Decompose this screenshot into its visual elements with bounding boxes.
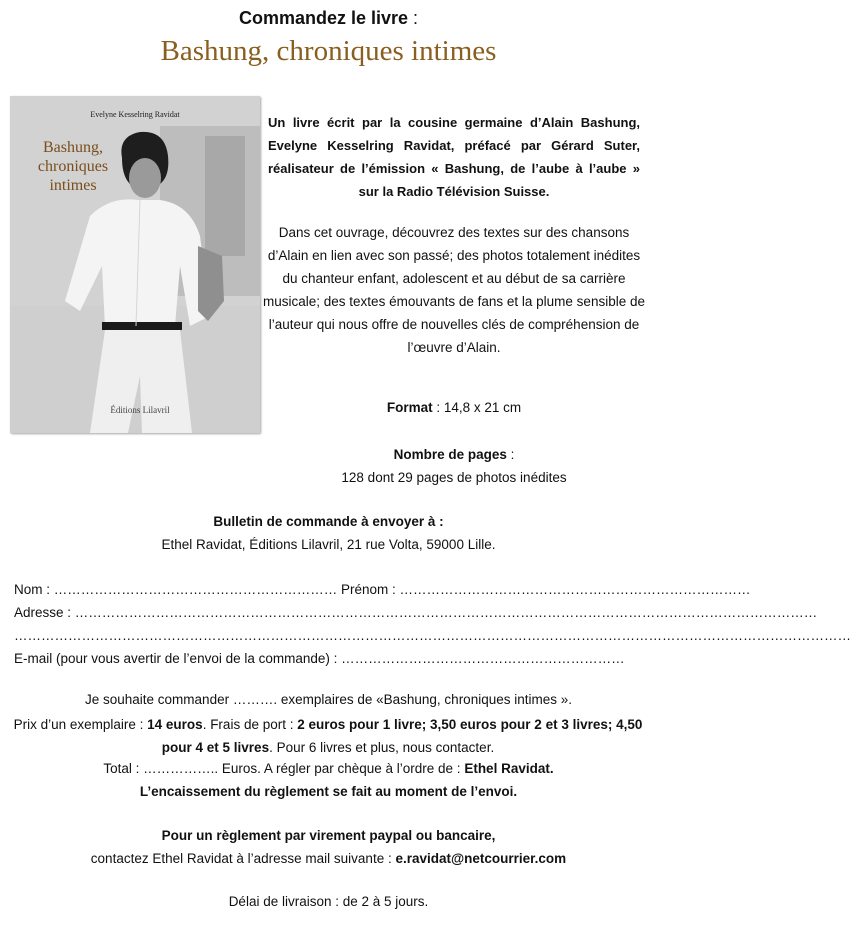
encaissement-note: L’encaissement du règlement se fait au moment de l’envoi. — [139, 784, 518, 799]
price-paragraph — [8, 713, 648, 759]
book-cover — [10, 96, 260, 433]
payment-title: Pour un règlement par virement paypal ou bancaire, — [161, 828, 496, 843]
cover-title-line: Bashung, — [43, 139, 103, 156]
price-label: Prix d’un exemplaire : — [13, 717, 148, 732]
payment-contact-label: contactez Ethel Ravidat à l’adresse mail suivante : — [90, 851, 396, 866]
total-payee: Ethel Ravidat. — [464, 761, 554, 776]
book-title: Bashung, chroniques intimes — [160, 35, 497, 67]
order-heading-text: Commandez le livre — [238, 8, 409, 28]
payment-email[interactable]: e.ravidat@netcourrier.com — [395, 851, 567, 866]
shipping-label: . Frais de port : — [202, 717, 298, 732]
intro-paragraph: Un livre écrit par la cousine germaine d’Alain Bashung, Evelyne Kesselring Ravidat, préfacé par Gérard Suter, réalisateur de l’émission « Bashung, de l’aube à l’aube » sur la Radio Télévision Suisse. — [268, 115, 640, 199]
pages-colon: : — [506, 447, 515, 462]
pages-line — [262, 447, 646, 462]
address-continued-field[interactable]: …………………………………………………………………………………………………………………………………………………………………… — [14, 628, 851, 643]
cover-author: Evelyne Kesselring Ravidat — [90, 110, 180, 119]
pages-value: 128 dont 29 pages de photos inédites — [341, 470, 567, 485]
quantity-line: Je souhaite commander ………. exemplaires de «Bashung, chroniques intimes ». — [85, 692, 572, 707]
order-heading — [0, 8, 657, 29]
shipping-tail: . Pour 6 livres et plus, nous contacter. — [269, 740, 495, 755]
cover-title-line: chroniques — [37, 158, 109, 175]
email-field[interactable]: E-mail (pour vous avertir de l’envoi de la commande) : ……………………………………………………… — [14, 651, 625, 666]
price-value: 14 euros — [147, 717, 203, 732]
bulletin-title: Bulletin de commande à envoyer à : — [213, 514, 444, 529]
name-field[interactable]: Nom : ……………………………………………………… Prénom : …………………………………………………………………… — [14, 582, 751, 597]
cover-title-line: intimes — [49, 177, 97, 194]
format-value: : 14,8 x 21 cm — [432, 400, 522, 415]
shipping-value: 2 euros pour 1 livre; 3,50 euros pour 2 et 3 livres; 4,50 pour 4 et 5 livres — [161, 717, 643, 755]
cover-title — [18, 138, 128, 195]
format-label: Format — [386, 400, 433, 415]
order-heading-colon: : — [408, 8, 419, 28]
format-line — [262, 400, 646, 415]
pages-label: Nombre de pages — [393, 447, 507, 462]
description-paragraph: Dans cet ouvrage, découvrez des textes sur des chansons d’Alain en lien avec son passé; des photos totalement inédites du chanteur enfant, adolescent et au début de sa carrière musicale; des textes émouvants de fans et la plume sensible de l’auteur qui nous offre de nouvelles clés de compréhension de l’œuvre d’Alain. — [263, 225, 645, 355]
total-line — [0, 761, 657, 776]
total-label: Total : …………….. Euros. A régler par chèque à l’ordre de : — [103, 761, 465, 776]
address-field[interactable]: Adresse : ………………………………………………………………………………………………………………………………………………… — [14, 605, 818, 620]
delivery-delay: Délai de livraison : de 2 à 5 jours. — [228, 894, 429, 909]
payment-contact — [0, 851, 657, 866]
bulletin-address: Ethel Ravidat, Éditions Lilavril, 21 rue Volta, 59000 Lille. — [161, 537, 496, 552]
cover-publisher: Éditions Lilavril — [110, 405, 170, 415]
